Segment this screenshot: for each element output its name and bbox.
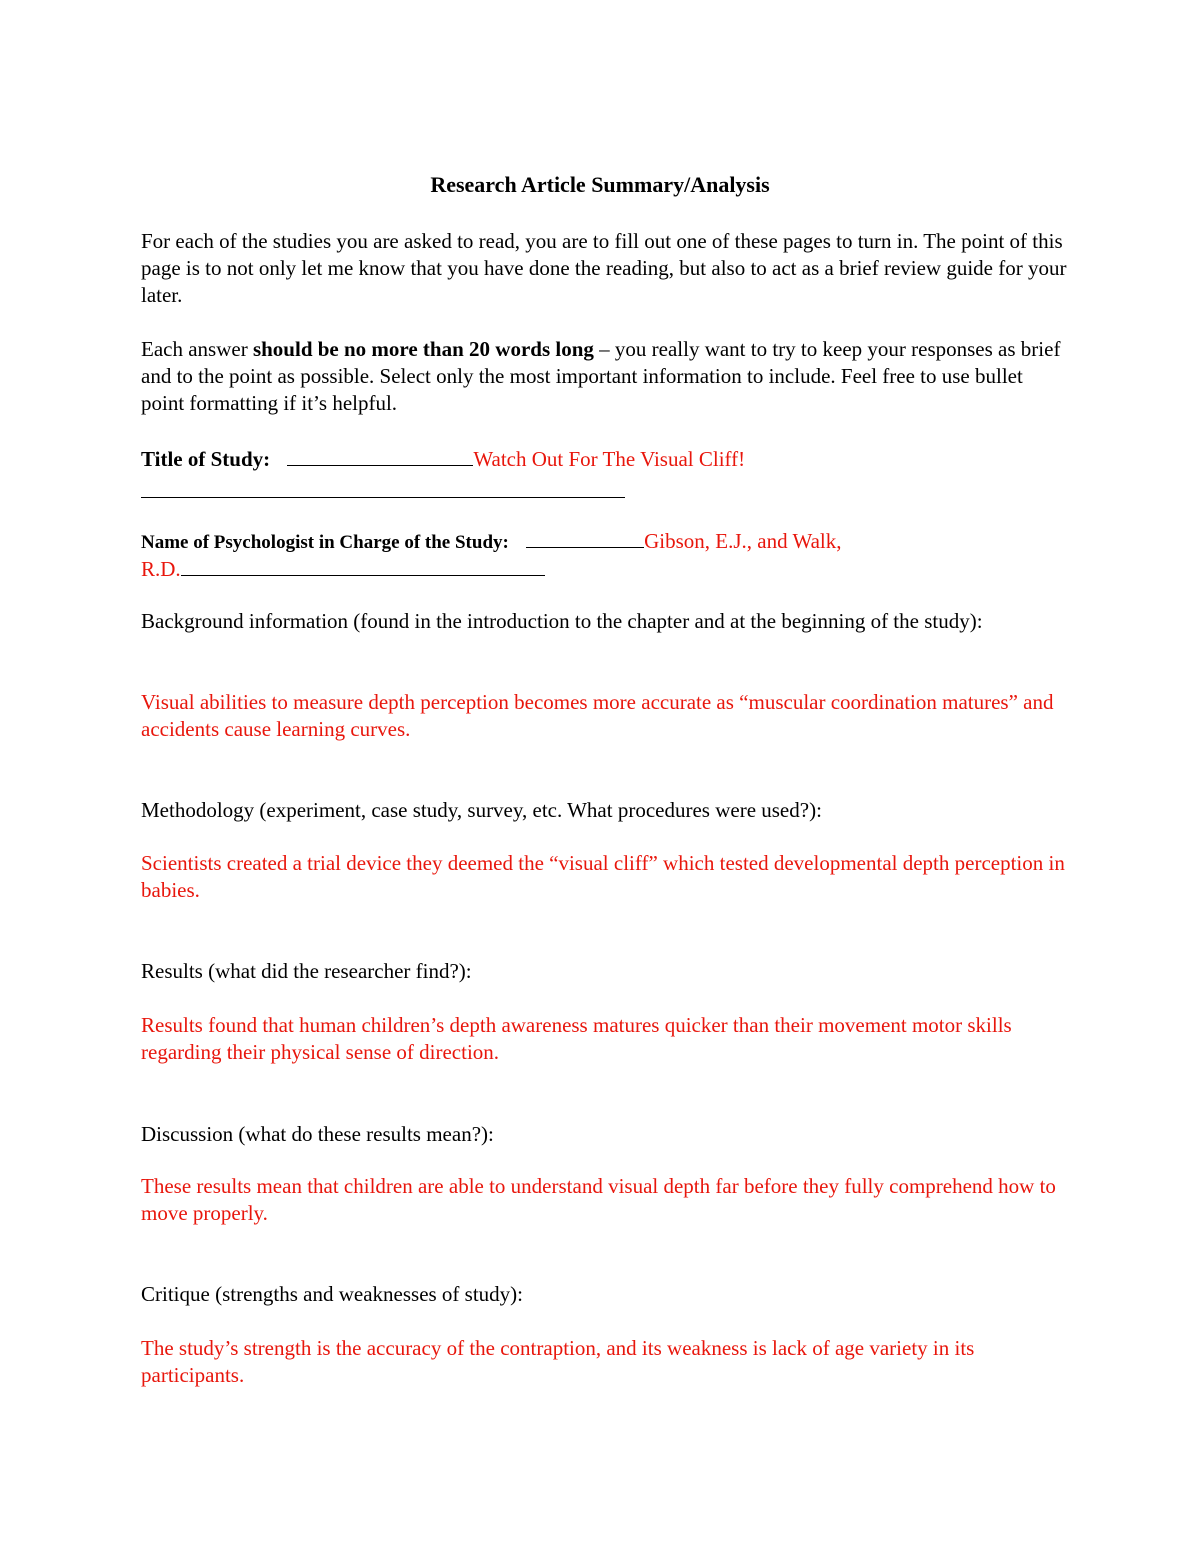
instructions-paragraph — [141, 336, 1071, 417]
instructions-text-start: Each answer — [141, 337, 253, 361]
psychologist-blank — [526, 529, 644, 548]
instructions-text-end: – you really want to try to keep your responses as brief and to the point as possible. Select only the most important information to include. Feel free to use bullet point formatting if it’s helpful. — [141, 337, 1061, 415]
section-answer: The study’s strength is the accuracy of the contraption, and its weakness is lack of age variety in its participants. — [141, 1336, 975, 1387]
section-prompt: Methodology (experiment, case study, survey, etc. What procedures were used?): — [141, 798, 822, 822]
psychologist-field — [141, 528, 1071, 583]
title-of-study-value: Watch Out For The Visual Cliff! — [473, 447, 746, 471]
section-prompt: Discussion (what do these results mean?): — [141, 1122, 494, 1146]
section-answer: Scientists created a trial device they deemed the “visual cliff” which tested developmental depth perception in babies. — [141, 851, 1065, 902]
title-of-study-underline — [141, 497, 625, 498]
section-prompt: Results (what did the researcher find?): — [141, 959, 472, 983]
section-answer: Visual abilities to measure depth perception becomes more accurate as “muscular coordination matures” and accidents cause learning curves. — [141, 690, 1054, 741]
section-prompt: Critique (strengths and weaknesses of study): — [141, 1282, 524, 1306]
section-answer: Results found that human children’s depth awareness matures quicker than their movement motor skills regarding their physical sense of direction. — [141, 1013, 1012, 1064]
section-answer: These results mean that children are able to understand visual depth far before they fully comprehend how to move properly. — [141, 1174, 1056, 1225]
section-prompt: Background information (found in the introduction to the chapter and at the beginning of the study): — [141, 609, 983, 633]
title-of-study-blank — [287, 447, 473, 466]
page-title: Research Article Summary/Analysis — [430, 172, 770, 197]
intro-paragraph: For each of the studies you are asked to read, you are to fill out one of these pages to turn in. The point of this page is to not only let me know that you have done the reading, but also to act as a brief review guide for your later. — [141, 229, 1067, 307]
instructions-word-limit: should be no more than 20 words long — [252, 337, 594, 361]
psychologist-label: Name of Psychologist in Charge of the Study: — [141, 532, 509, 553]
title-of-study-field — [141, 446, 1071, 473]
psychologist-value-line1: Gibson, E.J., and Walk, — [644, 529, 842, 553]
psychologist-underline — [181, 557, 545, 576]
title-of-study-label: Title of Study: — [141, 447, 271, 471]
psychologist-value-line2: R.D. — [141, 557, 181, 581]
